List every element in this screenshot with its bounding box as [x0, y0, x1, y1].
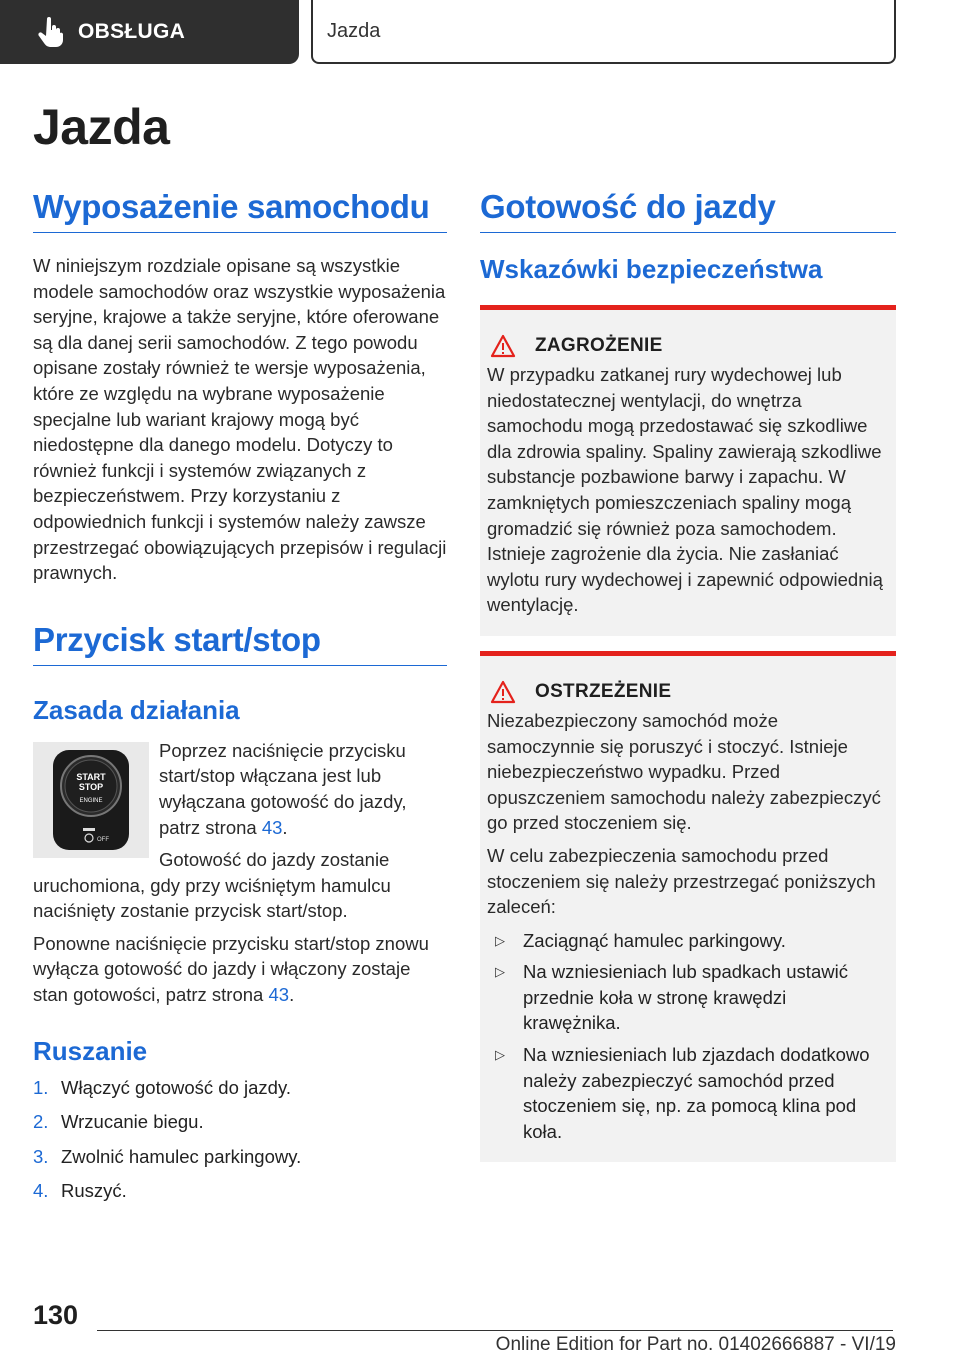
button-text-stop: STOP: [78, 781, 104, 792]
driving-off-steps: [33, 1075, 447, 1204]
subsection-title-safety: Wskazówki bezpieczeństwa: [480, 254, 823, 284]
warning-triangle-icon: [490, 680, 516, 704]
warning-triangle-icon: [490, 334, 516, 358]
bullet-triangle-icon: ▷: [495, 932, 505, 948]
edition-text: Online Edition for Part no. 01402666887 - VI/19: [495, 1334, 896, 1355]
bullet-triangle-icon: ▷: [495, 964, 505, 980]
warning-text-2: W celu zabezpieczenia samochodu przed stoczeniem się należy przestrzegać poniższych zaleceń:: [487, 844, 876, 918]
warning-box: [480, 651, 896, 1163]
warning-title: OSTRZEŻENIE: [535, 680, 672, 702]
hand-pointer-icon: [38, 17, 64, 47]
section-title-ready-to-drive: Gotowość do jazdy: [480, 188, 896, 233]
page-header: [0, 0, 960, 66]
section-title-equipment: Wyposażenie samochodu: [33, 188, 447, 233]
footer-divider: [97, 1330, 893, 1331]
chapter-tab: [311, 0, 896, 64]
danger-title: ZAGROŻENIE: [535, 335, 663, 356]
list-item: 3. Zwolnić hamulec parkingowy.: [33, 1145, 302, 1167]
list-item: ▷ Zaciągnąć hamulec parkingowy.: [487, 928, 888, 954]
page-title: Jazda: [33, 99, 170, 155]
start-stop-figure-block: [33, 738, 447, 924]
list-item: 1. Włączyć gotowość do jazdy.: [33, 1076, 291, 1098]
page-number: 130: [33, 1300, 79, 1330]
list-item: 2. Wrzucanie biegu.: [33, 1111, 204, 1133]
section-tab-label: OBSŁUGA: [78, 20, 186, 43]
start-stop-button-image: [33, 742, 149, 858]
section-tab: [0, 0, 299, 64]
danger-box: [480, 305, 896, 636]
chapter-tab-label: Jazda: [327, 19, 381, 42]
principle-paragraph-2: Gotowość do jazdy zostanie uruchomiona, gdy przy wciśniętym hamulcu naciśnięty zostanie przycisk start/stop.: [33, 849, 391, 922]
button-text-engine: ENGINE: [79, 797, 103, 804]
warning-bullets: [487, 928, 888, 1145]
warning-text-1: Niezabezpieczony samochód może samoczynnie się poruszyć i stoczyć. Istnieje niebezpieczeństwo wypadku. Przed opuszczeniem samochodu należy zabezpieczyć go przed stoczeniem się.: [487, 709, 881, 834]
page-ref-link-1[interactable]: 43: [261, 816, 283, 838]
list-item: 4. Ruszyć.: [33, 1180, 127, 1202]
section-title-start-stop: Przycisk start/stop: [33, 621, 447, 666]
left-column: [33, 188, 447, 1213]
page-ref-link-2[interactable]: 43: [268, 984, 290, 1006]
list-item: ▷ Na wzniesieniach lub zjazdach dodatkowo należy zabezpieczyć samochód przed stoczeniem się, np. za pomocą klina pod koła.: [487, 1042, 888, 1144]
button-text-off: OFF: [97, 836, 109, 843]
right-column: [480, 188, 896, 1162]
subsection-title-driving-off: Ruszanie: [33, 1035, 148, 1066]
equipment-paragraph: W niniejszym rozdziale opisane są wszystkie modele samochodów oraz wszystkie wyposażenia seryjne, krajowe a także seryjne, które oferowane są dla danej serii samochodów. Z tego powodu opisane zostały również te wersje wyposażenia, które ze względu na wybrane wyposażenie specjalne lub wariant krajowy mogą być niedostępne dla danego modelu. Dotyczy to również funkcji i systemów związanych z bezpieczeństwem. Przy korzystaniu z odpowiednich funkcji i systemów należy zawsze przestrzegać obowiązujących przepisów i regulacji prawnych.: [33, 255, 447, 584]
button-text-start: START: [76, 771, 106, 782]
bullet-triangle-icon: ▷: [495, 1047, 505, 1063]
list-item: ▷ Na wzniesieniach lub spadkach ustawić przednie koła w stronę krawędzi krawężnika.: [487, 959, 888, 1036]
danger-text: W przypadku zatkanej rury wydechowej lub niedostatecznej wentylacji, do wnętrza samochodu mogą przedostawać się szkodliwe dla zdrowia spaliny. Spaliny zawierają szkodliwe substancje pozbawione barwy i zapachu. W zamkniętych pomieszczeniach spaliny mogą gromadzić się również poza samochodem. Istnieje zagrożenie dla życia. Nie zasłaniać wylotu rury wydechowej i zapewnić odpowiednią wentylację.: [487, 364, 883, 616]
principle-paragraph-3: Ponowne naciśnięcie przycisku start/stop znowu wyłącza gotowość do jazdy i włączony zostaje stan gotowości, patrz strona 43.: [33, 932, 429, 1006]
principle-paragraph-1: Poprzez naciśnięcie przycisku start/stop włączana jest lub wyłączana gotowość do jazdy, patrz strona 43.: [159, 739, 407, 838]
subsection-title-principle: Zasada działania: [33, 694, 240, 725]
